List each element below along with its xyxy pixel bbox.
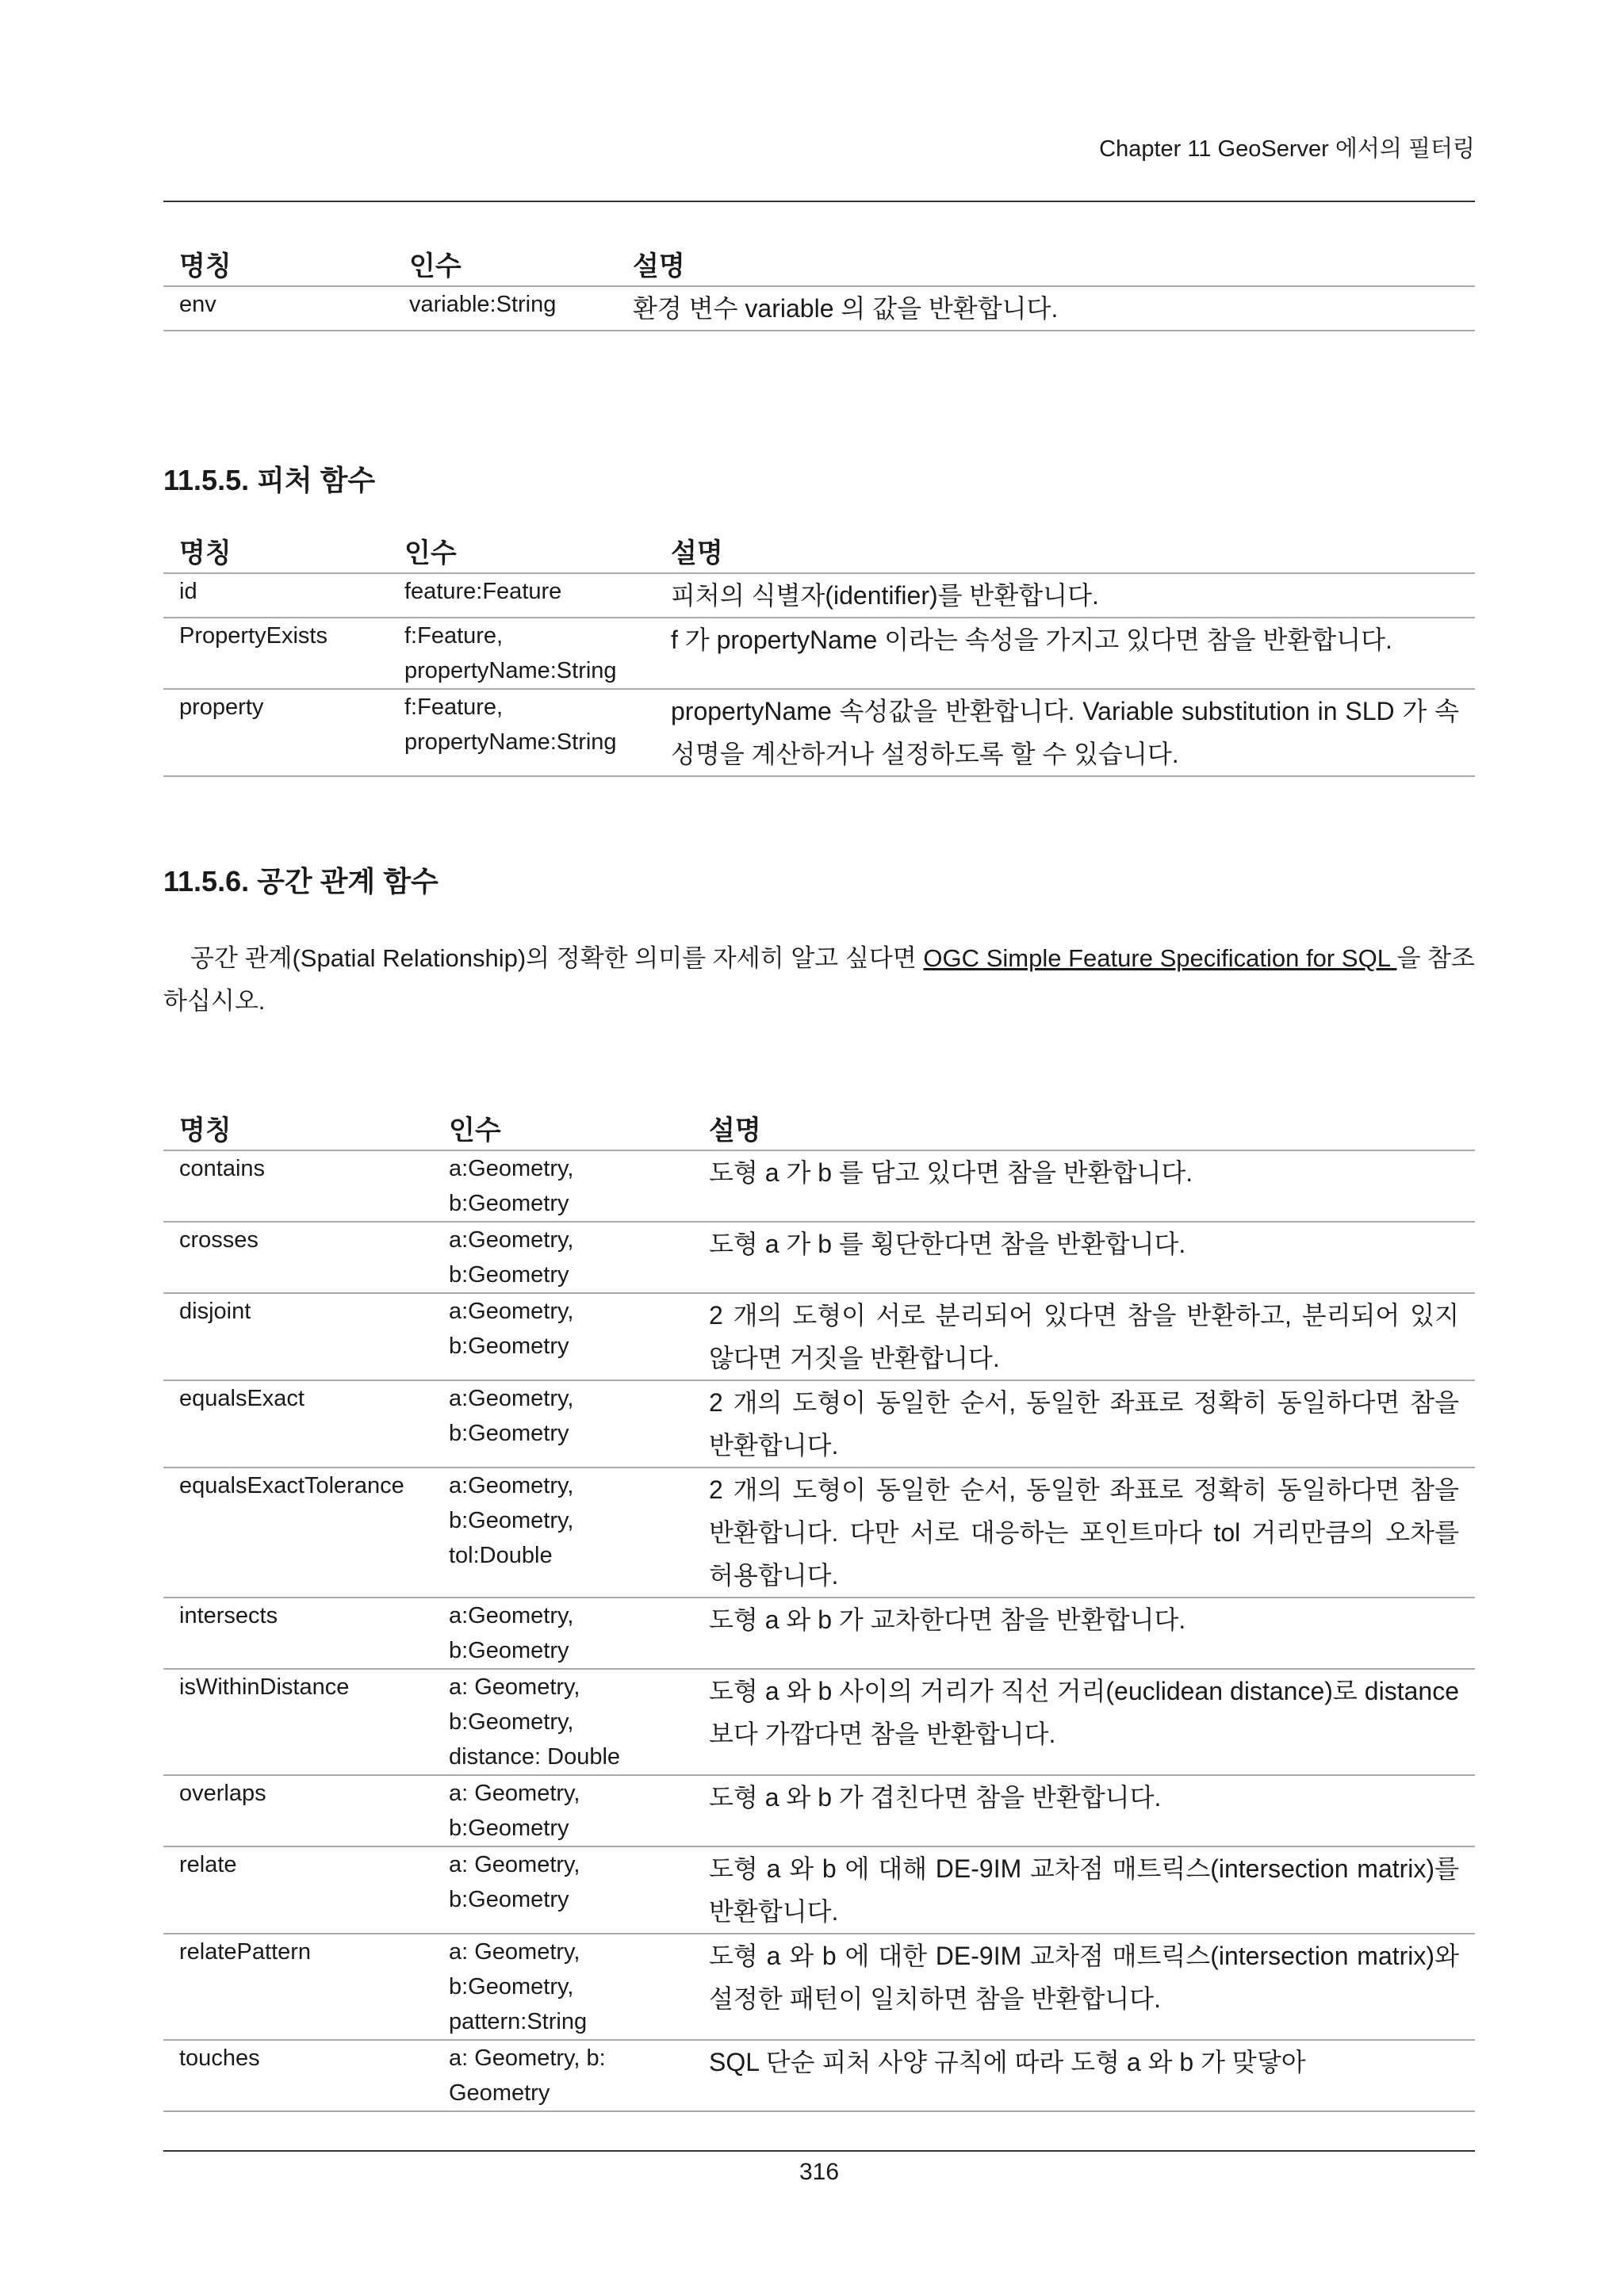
arg-line: Geometry (449, 2080, 550, 2106)
function-args (433, 1222, 693, 1293)
header-name: 명칭 (163, 247, 393, 286)
function-args (389, 618, 655, 689)
header-rule (163, 201, 1475, 202)
function-description: SQL 단순 피처 사양 규칙에 따라 도형 a 와 b 가 맞닿아 (693, 2040, 1475, 2111)
table-row (163, 2040, 1475, 2111)
function-description: 2 개의 도형이 동일한 순서, 동일한 좌표로 정확히 동일하다면 참을 반환합니다. (693, 1380, 1475, 1468)
section-heading-feature-functions: 11.5.5. 피처 함수 (163, 464, 376, 496)
arg-line: b:Geometry (449, 1334, 569, 1359)
table-row (163, 1598, 1475, 1669)
arg-line: pattern:String (449, 2009, 588, 2034)
arg-line: feature:Feature (404, 579, 562, 604)
arg-line: a: Geometry, (449, 1852, 580, 1877)
arg-line: propertyName:String (404, 729, 617, 755)
header-desc: 설명 (617, 247, 1475, 286)
arg-line: f:Feature, (404, 695, 504, 720)
table-row (163, 573, 1475, 618)
header-name: 명칭 (163, 1112, 433, 1150)
function-args (433, 2040, 693, 2111)
function-description: 피처의 식별자(identifier)를 반환합니다. (655, 573, 1475, 618)
function-name: property (163, 689, 389, 776)
function-args (433, 1293, 693, 1380)
function-description: propertyName 속성값을 반환합니다. Variable substitution in SLD 가 속성명을 계산하거나 설정하도록 할 수 있습니다. (655, 689, 1475, 776)
function-args (433, 1150, 693, 1222)
table-header-row (163, 247, 1475, 286)
spatial-intro-paragraph (163, 937, 1475, 1023)
arg-line: b:Geometry (449, 1421, 569, 1446)
function-name: env (163, 286, 393, 331)
page-number: 316 (799, 2159, 840, 2185)
function-name: relate (163, 1846, 433, 1934)
function-name: relatePattern (163, 1934, 433, 2040)
arg-line: b:Geometry (449, 1191, 569, 1216)
function-description: 도형 a 가 b 를 횡단한다면 참을 반환합니다. (693, 1222, 1475, 1293)
function-description: 도형 a 가 b 를 담고 있다면 참을 반환합니다. (693, 1150, 1475, 1222)
header-args: 인수 (393, 247, 617, 286)
table-row (163, 286, 1475, 331)
function-name: intersects (163, 1598, 433, 1669)
arg-line: b:Geometry, (449, 1508, 574, 1533)
arg-line: distance: Double (449, 1744, 621, 1770)
table-row (163, 618, 1475, 689)
table-row (163, 1150, 1475, 1222)
function-description: 도형 a 와 b 가 겹친다면 참을 반환합니다. (693, 1775, 1475, 1846)
function-description: 환경 변수 variable 의 값을 반환합니다. (617, 286, 1475, 331)
table-row (163, 1934, 1475, 2040)
header-args: 인수 (433, 1112, 693, 1150)
footer-rule (163, 2150, 1475, 2152)
function-name: equalsExact (163, 1380, 433, 1468)
function-args (433, 1380, 693, 1468)
header-desc: 설명 (693, 1112, 1475, 1150)
function-name: crosses (163, 1222, 433, 1293)
arg-line: a:Geometry, (449, 1227, 574, 1253)
header-desc: 설명 (655, 534, 1475, 573)
function-args (393, 286, 617, 331)
intro-text-end: 을 참조하십시오. (163, 944, 1475, 1015)
table-row (163, 689, 1475, 776)
header-name: 명칭 (163, 534, 389, 573)
function-args (433, 1468, 693, 1598)
arg-line: b:Geometry (449, 1816, 569, 1841)
function-args (433, 1934, 693, 2040)
function-name: PropertyExists (163, 618, 389, 689)
function-args (433, 1846, 693, 1934)
arg-line: b:Geometry (449, 1887, 569, 1912)
function-description: 도형 a 와 b 가 교차한다면 참을 반환합니다. (693, 1598, 1475, 1669)
feature-function-table (163, 534, 1475, 777)
intro-text: 공간 관계(Spatial Relationship)의 정확한 의미를 자세히 알고 싶다면 (190, 944, 924, 972)
table-row (163, 1222, 1475, 1293)
function-description: 2 개의 도형이 동일한 순서, 동일한 좌표로 정확히 동일하다면 참을 반환합니다. 다만 서로 대응하는 포인트마다 tol 거리만큼의 오차를 허용합니다. (693, 1468, 1475, 1598)
function-description: 도형 a 와 b 에 대한 DE-9IM 교차점 매트릭스(intersection matrix)와 설정한 패턴이 일치하면 참을 반환합니다. (693, 1934, 1475, 2040)
function-args (433, 1598, 693, 1669)
function-description: 2 개의 도형이 서로 분리되어 있다면 참을 반환하고, 분리되어 있지 않다면 거짓을 반환합니다. (693, 1293, 1475, 1380)
arg-line: b:Geometry (449, 1638, 569, 1663)
arg-line: a:Geometry, (449, 1386, 574, 1411)
function-name: isWithinDistance (163, 1669, 433, 1775)
table-row (163, 1669, 1475, 1775)
function-args (389, 573, 655, 618)
table-row (163, 1380, 1475, 1468)
section-heading-spatial-functions: 11.5.6. 공간 관계 함수 (163, 865, 439, 897)
running-header: Chapter 11 GeoServer 에서의 필터링 (1099, 136, 1475, 162)
table-row (163, 1775, 1475, 1846)
function-args (389, 689, 655, 776)
function-description: f 가 propertyName 이라는 속성을 가지고 있다면 참을 반환합니다. (655, 618, 1475, 689)
table-row (163, 1468, 1475, 1598)
table-row (163, 1846, 1475, 1934)
function-description: 도형 a 와 b 에 대해 DE-9IM 교차점 매트릭스(intersection matrix)를 반환합니다. (693, 1846, 1475, 1934)
header-args: 인수 (389, 534, 655, 573)
table-header-row (163, 534, 1475, 573)
arg-line: a:Geometry, (449, 1156, 574, 1181)
function-args (433, 1775, 693, 1846)
arg-line: f:Feature, (404, 623, 504, 649)
spatial-function-table (163, 1112, 1475, 2112)
function-name: contains (163, 1150, 433, 1222)
function-description: 도형 a 와 b 사이의 거리가 직선 거리(euclidean distance)로 distance 보다 가깝다면 참을 반환합니다. (693, 1669, 1475, 1775)
arg-line: b:Geometry (449, 1262, 569, 1288)
arg-line: a:Geometry, (449, 1473, 574, 1498)
arg-line: a: Geometry, (449, 1939, 580, 1965)
function-name: id (163, 573, 389, 618)
arg-line: tol:Double (449, 1543, 553, 1568)
arg-line: a: Geometry, (449, 1781, 580, 1806)
arg-line: a:Geometry, (449, 1603, 574, 1628)
function-args (433, 1669, 693, 1775)
arg-line: propertyName:String (404, 658, 617, 683)
function-name: disjoint (163, 1293, 433, 1380)
function-name: touches (163, 2040, 433, 2111)
arg-line: a: Geometry, (449, 1674, 580, 1700)
arg-line: b:Geometry, (449, 1974, 574, 1999)
arg-line: a: Geometry, b: (449, 2045, 606, 2071)
arg-line: a:Geometry, (449, 1299, 574, 1324)
arg-line: b:Geometry, (449, 1709, 574, 1735)
env-function-table (163, 247, 1475, 331)
function-name: equalsExactTolerance (163, 1468, 433, 1598)
table-row (163, 1293, 1475, 1380)
arg-line: variable:String (409, 292, 557, 317)
function-name: overlaps (163, 1775, 433, 1846)
ogc-spec-link[interactable]: OGC Simple Feature Specification for SQL (923, 944, 1397, 972)
table-header-row (163, 1112, 1475, 1150)
